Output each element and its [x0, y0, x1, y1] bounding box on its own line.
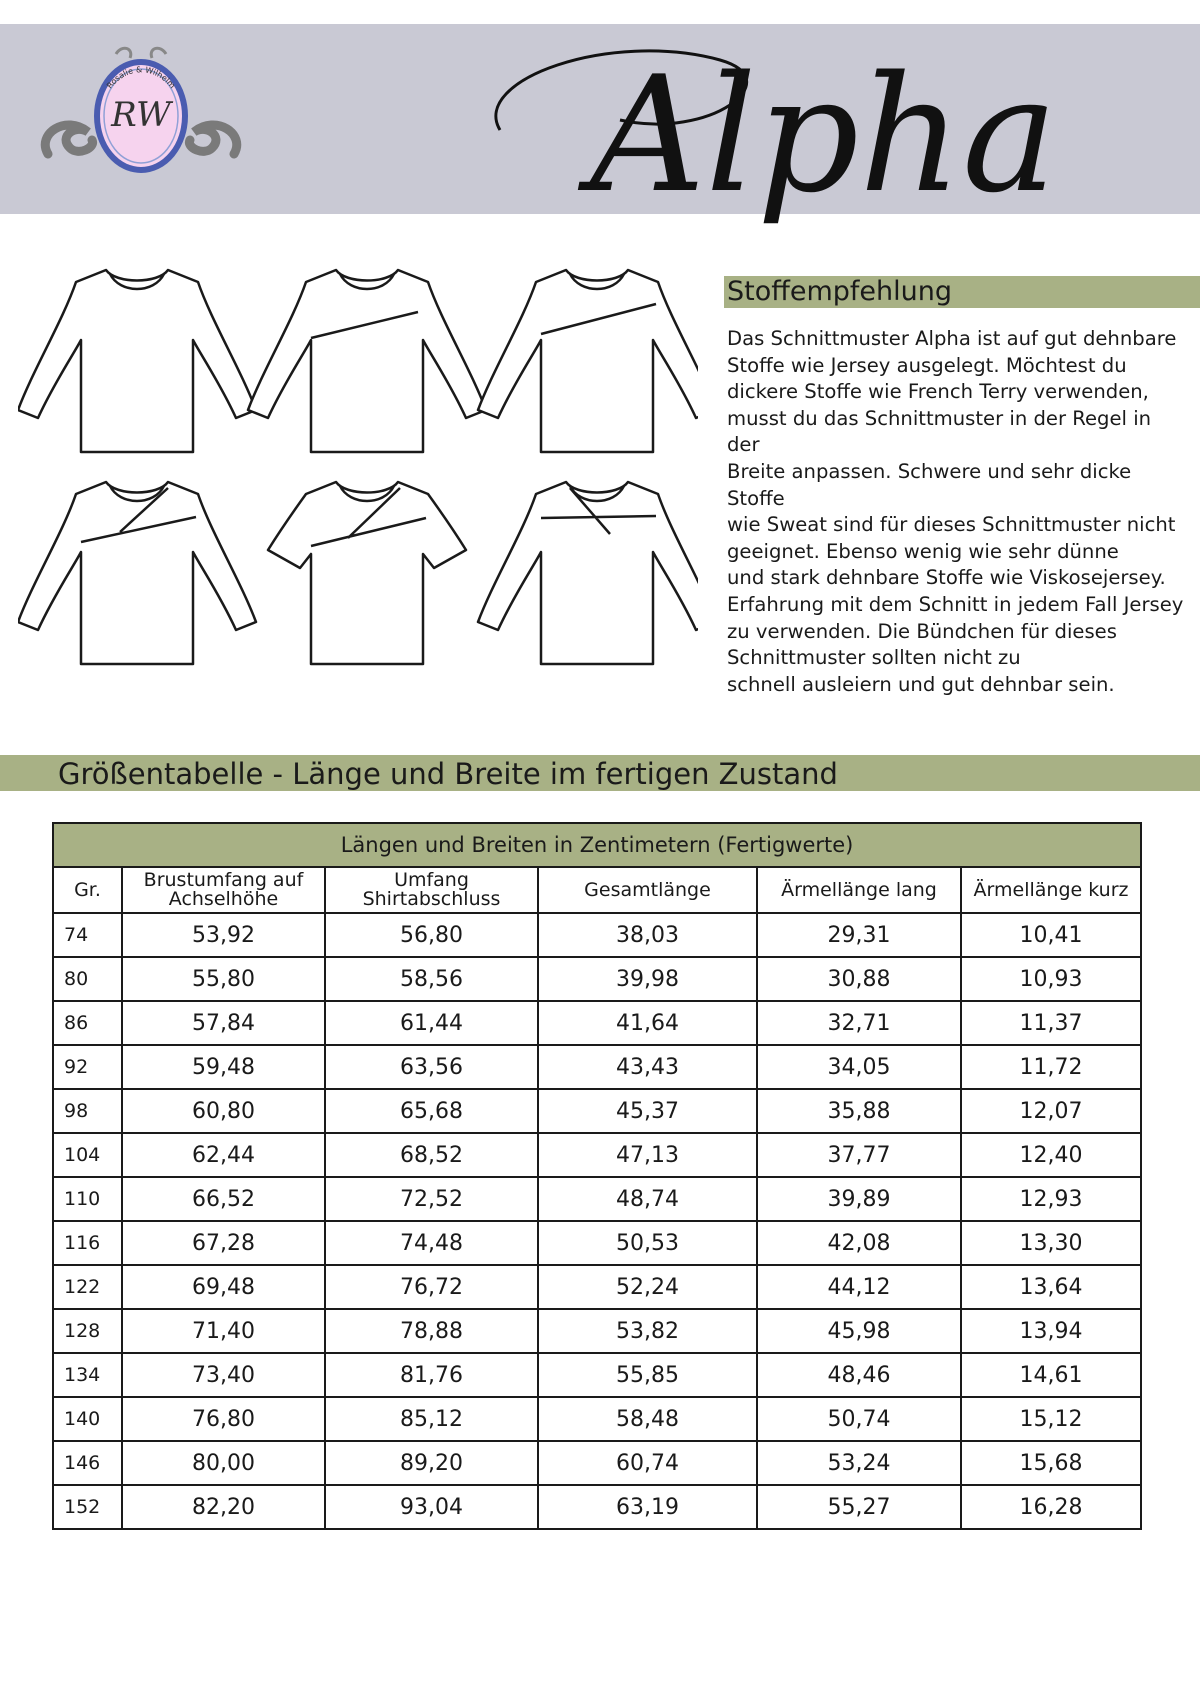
table-row [53, 1397, 1141, 1441]
shortsleeve-split-yoke-icon [268, 482, 466, 664]
measurement-cell: 69,48 [122, 1265, 325, 1309]
measurement-cell: 45,98 [757, 1309, 961, 1353]
table-row [53, 957, 1141, 1001]
size-table-header [53, 867, 1141, 913]
measurement-cell: 45,37 [538, 1089, 757, 1133]
measurement-cell: 59,48 [122, 1045, 325, 1089]
measurement-cell: 42,08 [757, 1221, 961, 1265]
size-cell: 98 [53, 1089, 122, 1133]
longsleeve-diagonal-yoke-icon [478, 270, 698, 452]
logo-ring-text: Rosalie & Wilhelm [105, 65, 177, 91]
pattern-title [470, 20, 1190, 250]
table-row [53, 1221, 1141, 1265]
logo-monogram: RW [111, 95, 171, 135]
longsleeve-wrap-yoke-icon [478, 482, 698, 664]
column-header: Brustumfang auf Achselhöhe [122, 867, 325, 913]
measurement-cell: 11,72 [961, 1045, 1141, 1089]
size-cell: 140 [53, 1397, 122, 1441]
table-row [53, 1089, 1141, 1133]
size-table [52, 822, 1142, 1530]
measurement-cell: 63,56 [325, 1045, 538, 1089]
measurement-cell: 14,61 [961, 1353, 1141, 1397]
table-row [53, 1001, 1141, 1045]
longsleeve-plain-icon [18, 270, 256, 452]
measurement-cell: 65,68 [325, 1089, 538, 1133]
measurement-cell: 68,52 [325, 1133, 538, 1177]
column-header: Ärmellänge lang [757, 867, 961, 913]
size-cell: 80 [53, 957, 122, 1001]
measurement-cell: 80,00 [122, 1441, 325, 1485]
size-cell: 110 [53, 1177, 122, 1221]
measurement-cell: 39,98 [538, 957, 757, 1001]
measurement-cell: 50,53 [538, 1221, 757, 1265]
measurement-cell: 44,12 [757, 1265, 961, 1309]
measurement-cell: 53,92 [122, 913, 325, 957]
measurement-cell: 62,44 [122, 1133, 325, 1177]
size-cell: 92 [53, 1045, 122, 1089]
measurement-cell: 15,68 [961, 1441, 1141, 1485]
measurement-cell: 76,72 [325, 1265, 538, 1309]
column-header: Ärmellänge kurz [961, 867, 1141, 913]
measurement-cell: 74,48 [325, 1221, 538, 1265]
measurement-cell: 71,40 [122, 1309, 325, 1353]
column-header: Gr. [53, 867, 122, 913]
measurement-cell: 57,84 [122, 1001, 325, 1045]
measurement-cell: 66,52 [122, 1177, 325, 1221]
longsleeve-split-yoke-icon [18, 482, 256, 664]
garment-illustrations [18, 260, 698, 680]
longsleeve-diagonal-yoke-icon [248, 270, 486, 452]
measurement-cell: 38,03 [538, 913, 757, 957]
size-table-caption: Längen und Breiten in Zentimetern (Fertigwerte) [53, 823, 1141, 867]
measurement-cell: 53,82 [538, 1309, 757, 1353]
measurement-cell: 47,13 [538, 1133, 757, 1177]
measurement-cell: 35,88 [757, 1089, 961, 1133]
table-row [53, 1309, 1141, 1353]
measurement-cell: 50,74 [757, 1397, 961, 1441]
pattern-title-text: Alpha [590, 41, 1058, 228]
measurement-cell: 37,77 [757, 1133, 961, 1177]
measurement-cell: 61,44 [325, 1001, 538, 1045]
measurement-cell: 78,88 [325, 1309, 538, 1353]
size-table-heading: Größentabelle - Länge und Breite im fertigen Zustand [58, 757, 838, 791]
measurement-cell: 39,89 [757, 1177, 961, 1221]
measurement-cell: 72,52 [325, 1177, 538, 1221]
measurement-cell: 89,20 [325, 1441, 538, 1485]
table-row [53, 1441, 1141, 1485]
measurement-cell: 85,12 [325, 1397, 538, 1441]
measurement-cell: 13,30 [961, 1221, 1141, 1265]
measurement-cell: 60,80 [122, 1089, 325, 1133]
table-row [53, 913, 1141, 957]
measurement-cell: 81,76 [325, 1353, 538, 1397]
measurement-cell: 12,40 [961, 1133, 1141, 1177]
measurement-cell: 53,24 [757, 1441, 961, 1485]
measurement-cell: 10,93 [961, 957, 1141, 1001]
measurement-cell: 16,28 [961, 1485, 1141, 1529]
measurement-cell: 52,24 [538, 1265, 757, 1309]
brand-logo [36, 44, 246, 184]
measurement-cell: 10,41 [961, 913, 1141, 957]
measurement-cell: 11,37 [961, 1001, 1141, 1045]
measurement-cell: 63,19 [538, 1485, 757, 1529]
measurement-cell: 34,05 [757, 1045, 961, 1089]
measurement-cell: 73,40 [122, 1353, 325, 1397]
table-row [53, 1177, 1141, 1221]
measurement-cell: 32,71 [757, 1001, 961, 1045]
column-header: Gesamtlänge [538, 867, 757, 913]
measurement-cell: 48,74 [538, 1177, 757, 1221]
size-cell: 134 [53, 1353, 122, 1397]
measurement-cell: 55,80 [122, 957, 325, 1001]
size-cell: 74 [53, 913, 122, 957]
measurement-cell: 56,80 [325, 913, 538, 957]
measurement-cell: 58,56 [325, 957, 538, 1001]
measurement-cell: 30,88 [757, 957, 961, 1001]
fabric-recommendation-text: Das Schnittmuster Alpha ist auf gut dehnbare Stoffe wie Jersey ausgelegt. Möchtest du dickere Stoffe wie French Terry verwenden, musst du das Schnittmuster in der Regel in der Breite anpassen. Schwere und sehr dicke Stoffe wie Sweat sind für dieses Schnittmuster nicht geeignet. Ebenso wenig wie sehr dünne und stark dehnbare Stoffe wie Viskosejersey. Erfahrung mit dem Schnitt in jedem Fall Jersey zu verwenden. Die Bündchen für dieses Schnittmuster sollten nicht zu schnell ausleiern und gut dehnbar sein. [727, 327, 1184, 696]
table-row [53, 1045, 1141, 1089]
measurement-cell: 76,80 [122, 1397, 325, 1441]
table-row [53, 1353, 1141, 1397]
fabric-heading: Stoffempfehlung [727, 276, 952, 307]
measurement-cell: 13,64 [961, 1265, 1141, 1309]
measurement-cell: 15,12 [961, 1397, 1141, 1441]
size-cell: 116 [53, 1221, 122, 1265]
measurement-cell: 13,94 [961, 1309, 1141, 1353]
size-cell: 128 [53, 1309, 122, 1353]
measurement-cell: 41,64 [538, 1001, 757, 1045]
measurement-cell: 82,20 [122, 1485, 325, 1529]
measurement-cell: 55,85 [538, 1353, 757, 1397]
size-cell: 86 [53, 1001, 122, 1045]
table-row [53, 1485, 1141, 1529]
size-cell: 104 [53, 1133, 122, 1177]
measurement-cell: 12,07 [961, 1089, 1141, 1133]
measurement-cell: 60,74 [538, 1441, 757, 1485]
measurement-cell: 93,04 [325, 1485, 538, 1529]
measurement-cell: 67,28 [122, 1221, 325, 1265]
size-cell: 122 [53, 1265, 122, 1309]
size-cell: 146 [53, 1441, 122, 1485]
measurement-cell: 29,31 [757, 913, 961, 957]
measurement-cell: 48,46 [757, 1353, 961, 1397]
table-row [53, 1265, 1141, 1309]
measurement-cell: 55,27 [757, 1485, 961, 1529]
table-row [53, 1133, 1141, 1177]
column-header: Umfang Shirtabschluss [325, 867, 538, 913]
size-cell: 152 [53, 1485, 122, 1529]
measurement-cell: 12,93 [961, 1177, 1141, 1221]
measurement-cell: 58,48 [538, 1397, 757, 1441]
measurement-cell: 43,43 [538, 1045, 757, 1089]
